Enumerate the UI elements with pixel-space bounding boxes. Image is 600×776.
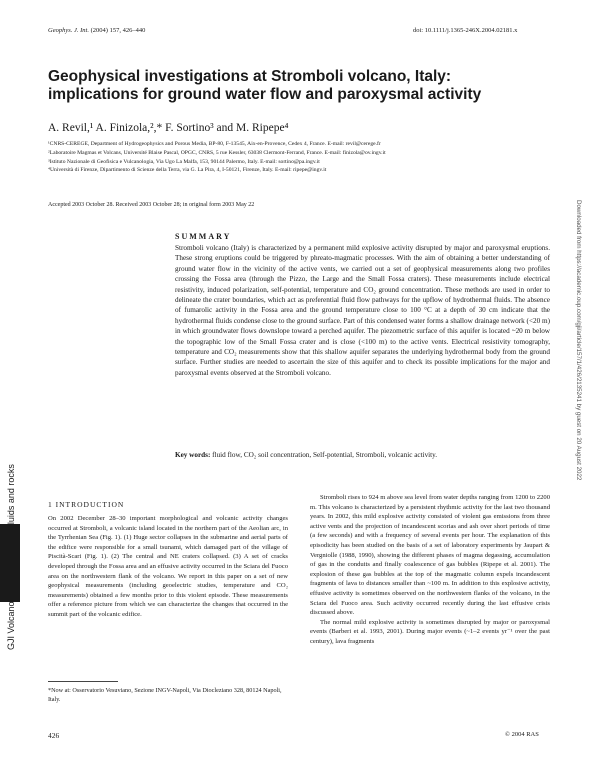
paper-title: Geophysical investigations at Stromboli volcano, Italy: implications for ground water flow and paroxysmal activity (48, 68, 482, 103)
affiliation-list (48, 140, 548, 175)
summary-text: Stromboli volcano (Italy) is characterized by a permanent mild explosive activity disrupted by major and paroxysmal eruptions. These strong eruptions could be triggered by phreato-magmatic processes. With the aim of obtaining a better understanding of ground water flow in the vicinity of the active vents, we carried out a set of geophysical measurements along two profiles crossing the Fossa area (through the Pizzo, the Large and the Small Fossa craters). These measurements include electrical resistivity, induced polarization, self-potential, temperature and CO₂ ground concentration. These methods are used in order to delineate the crater boundaries, which act as preferential fluid flow pathways for the upflow of hydrothermal fluids. The absence of fumarolic activity in the Fossa area and the ground temperature close to 100 °C at a depth of 30 cm indicate that the hydrothermal fluids condense close to the ground surface. Part of this condensed water forms a shallow drainage network (<20 m) in which groundwater flows downslope toward a perched aquifer. The piezometric surface of this aquifer is located ~20 m below the topographic low of the Small Fossa crater and is close (<100 m) to the active vents. Electrical resistivity tomography, temperature and CO₂ measurements show that this shallow aquifer separates the underlying hydrothermal body from the ground surface. Further studies are needed to ascertain the size of this aquifer and to check its possible implications for the major and paroxysmal events observed at the Stromboli volcano. (175, 244, 550, 377)
intro-paragraph-3: The normal mild explosive activity is sometimes disrupted by major or paroxysmal events (Barberi et al. 1993, 2001). During major events (~1–2 events yr⁻¹ over the past century), lava fragments (310, 618, 550, 645)
column-right (310, 493, 550, 647)
affiliation-2: ²Laboratoire Magmas et Volcans, Université Blaise Pascal, OPGC, CNRS, 5 rue Kessler, 63038 Clermont-Ferrand, France. E-mail: finizola@ov.ingv.it (48, 149, 386, 156)
keywords-text: fluid flow, CO₂ soil concentration, Self-potential, Stromboli, volcanic activity. (212, 451, 438, 459)
footnote-divider (48, 681, 118, 682)
running-header-journal (48, 27, 145, 34)
summary-heading: SUMMARY (175, 232, 232, 241)
download-note (572, 200, 586, 620)
download-note-text[interactable]: Downloaded from https://academic.oup.com/gji/article/157/1/426/2135241 by guest on 20 August 2022 (575, 200, 582, 481)
keywords-label: Key words: (175, 451, 211, 459)
affiliation-3: ³Istituto Nazionale di Geofisica e Vulcanologia, Via Ugo La Malfa, 153, 90144 Palermo, Italy. E-mail: sortino@pa.ingv.it (48, 158, 320, 165)
footnote: *Now at: Osservatorio Vesuviano, Sezione INGV-Napoli, Via Diocleziano 328, 80124 Napoli, Italy. (48, 687, 282, 703)
accepted-dates: Accepted 2003 October 28. Received 2003 October 28; in original form 2003 May 22 (48, 202, 255, 208)
journal-citation: (2004) 157, 426–440 (90, 27, 146, 34)
affiliation-1: ¹CNRS-CEREGE, Department of Hydrogeophysics and Porous Media, BP-80, F-13545, Aix-en-Provence, Cedex 4, France. E-mail: revil@cerege.fr (48, 141, 381, 147)
copyright: © 2004 RAS (505, 731, 539, 738)
intro-paragraph-1: On 2002 December 28–30 important morphological and volcanic activity changes occurred at Stromboli, a volcanic island located in the northern part of the Aeolian arc, in the Tyrrhenian Sea (Fig. 1). (1) Huge sector collapses in the submarine and aerial parts of the edifice were responsible for a small tsunami, which damaged part of the village of Piscità-Scari (Fig. 1). (2) The central and NE craters collapsed. (3) A set of cracks developed through the Fossa area and an effusive activity occurred in the Sciara del Fuoco area on the northwestern flank of the volcano. We report in this paper on a set of new geophysical measurements (including geoelectric studies, temperature and CO₂ measurements) obtained a few months prior to this violent episode. These measurements offer a reference picture from which we can characterize the changes that occurred in the summit part of the volcanic edifice. (48, 515, 288, 618)
keywords (175, 451, 550, 459)
section-heading-introduction: 1 INTRODUCTION (48, 500, 125, 509)
author-list: A. Revil,¹ A. Finizola,²,* F. Sortino³ and M. Ripepe⁴ (48, 122, 289, 134)
column-left (48, 514, 288, 620)
page-number: 426 (48, 731, 60, 740)
intro-paragraph-2: Stromboli rises to 924 m above sea level from water depths ranging from 1200 to 2200 m. This volcano is characterized by a persistent rhythmic activity for the last two thousand years. In 2002, this mild explosive activity consisted of violent gas emissions from three active vents and the projection of incandescent scorias and ash over short periods of time (a few seconds) and with a frequency of several events per hour. The explanation of this episodicity has been studied on the basis of a set of laboratory experiments by Jaupart & Vergniolle (1988, 1990), showing the different phases of magma degassing, accumulation of gas in the conduits and finally coalescence of gas bubbles (Ripepe et al. 2001). The explosion of these gas bubbles at the top of the magmatic column expels incandescent fragments of lava to distances smaller than ~100 m. In addition to this explosive activity, effusive activity is sometimes observed on the northwestern flanks of the volcano, in the Sciara del Fuoco area. Such activity occurred recently during the last effusive crisis discussed above. (310, 494, 550, 617)
running-header-doi[interactable]: doi: 10.1111/j.1365-246X.2004.02181.x (413, 27, 518, 34)
affiliation-4: ⁴Università di Firenze, Dipartimento di Scienze della Terra, via G. La Pira, 4, I-50121, Firenze, Italy. E-mail: ripepe@ingv.it (48, 167, 327, 174)
journal-name: Geophys. J. Int. (48, 27, 89, 34)
section-tab-marker (0, 524, 20, 602)
